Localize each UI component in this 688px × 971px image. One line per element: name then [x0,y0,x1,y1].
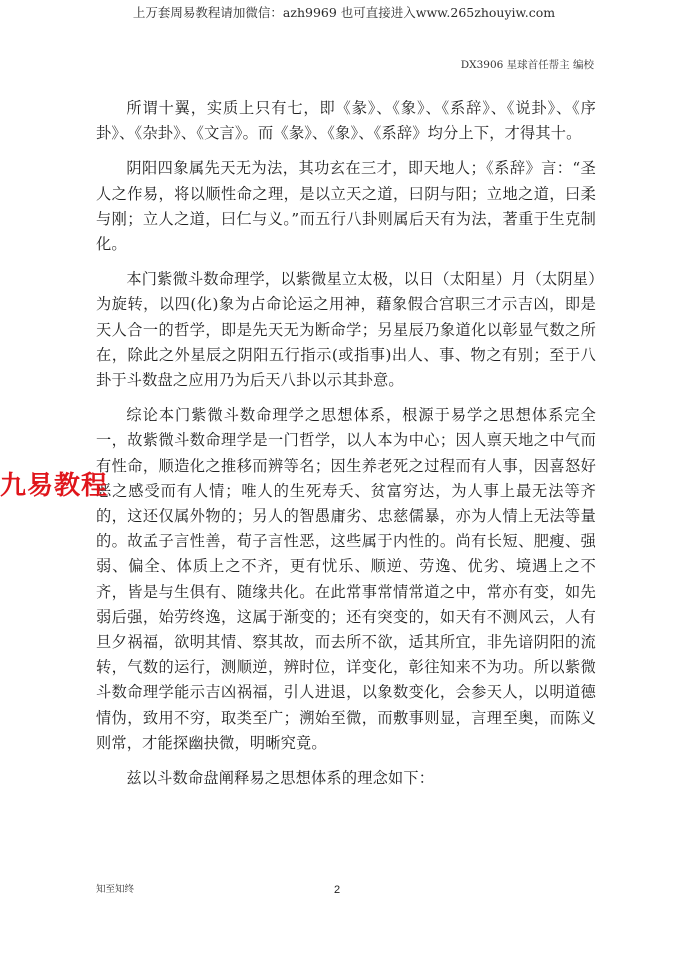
top-banner: 上万套周易教程请加微信：azh9969 也可直接进入www.265zhouyiw.com [132,5,556,20]
paragraph-thought-system: 综论本门紫微斗数命理学之思想体系，根源于易学之思想体系完全一，故紫微斗数命理学是一门哲学，以人本为中心；因人禀天地之中气而有性命，顺造化之推移而辨等名；因生养老死之过程而有人事，因喜怒好恶之感受而有人情；唯人的生死寿夭、贫富穷达，为人事上最无法等齐的，这还仅属外物的；另人的智愚庸劣、忠慈儒暴，亦为人情上无法等量的。故孟子言性善，荀子言性恶，这些属于内性的。尚有长短、肥瘦、强弱、偏全、体质上之不齐，更有忧乐、顺逆、劳逸、优劣、境遇上之不齐，皆是与生俱有、随缘共化。在此常事常情常道之中，常亦有变，如先弱后强，始劳终逸，这属于渐变的；还有突变的，如天有不测风云，人有旦夕祸福，欲明其情、察其故，而去所不欲，适其所宜，非先谙阴阳的流转，气数的运行，测顺逆，辨时位，详变化，彰往知来不为功。所以紫微斗数命理学能示吉凶祸福，引人进退，以象数变化，会参天人，以明道德情伪，致用不穷，取类至广；溯始至微，而敷事则显，言理至奥，而陈义则常，才能探幽抉微，明晰究竟。 [96,406,596,752]
running-header: DX3906 星球首任帮主 编校 [460,59,594,71]
paragraph-four-images: 阴阳四象属先天无为法，其功玄在三才，即天地人；《系辞》言：“圣人之作易，将以顺性命之理，是以立天之道，曰阴与阳；立地之道，曰柔与刚；立人之道，曰仁与义。”而五行八卦则属后天有为法，著重于生克制化。 [96,159,596,254]
document-body [96,96,596,801]
paragraph-ziwei-method: 本门紫微斗数命理学，以紫微星立太极，以日（太阳星）月（太阴星）为旋转，以四(化)象为占命论运之用神，藉象假合宫职三才示吉凶，即是天人合一的哲学，即是先天无为断命学；另星辰乃象道化以彰显气数之所在，除此之外星辰之阴阳五行指示(或指事)出人、事、物之有别；至于八卦于斗数盘之应用乃为后天八卦以示其卦意。 [96,270,596,390]
watermark-logo: 九易教程 [0,471,109,501]
paragraph-closing: 兹以斗数命盘阐释易之思想体系的理念如下： [126,769,435,788]
page-number: 2 [334,884,341,896]
paragraph-ten-wings: 所谓十翼，实质上只有七，即《彖》、《象》、《系辞》、《说卦》、《序卦》、《杂卦》、《文言》。而《彖》、《象》、《系辞》均分上下，才得其十。 [96,99,596,143]
footer-motto: 知至知终 [96,884,135,895]
